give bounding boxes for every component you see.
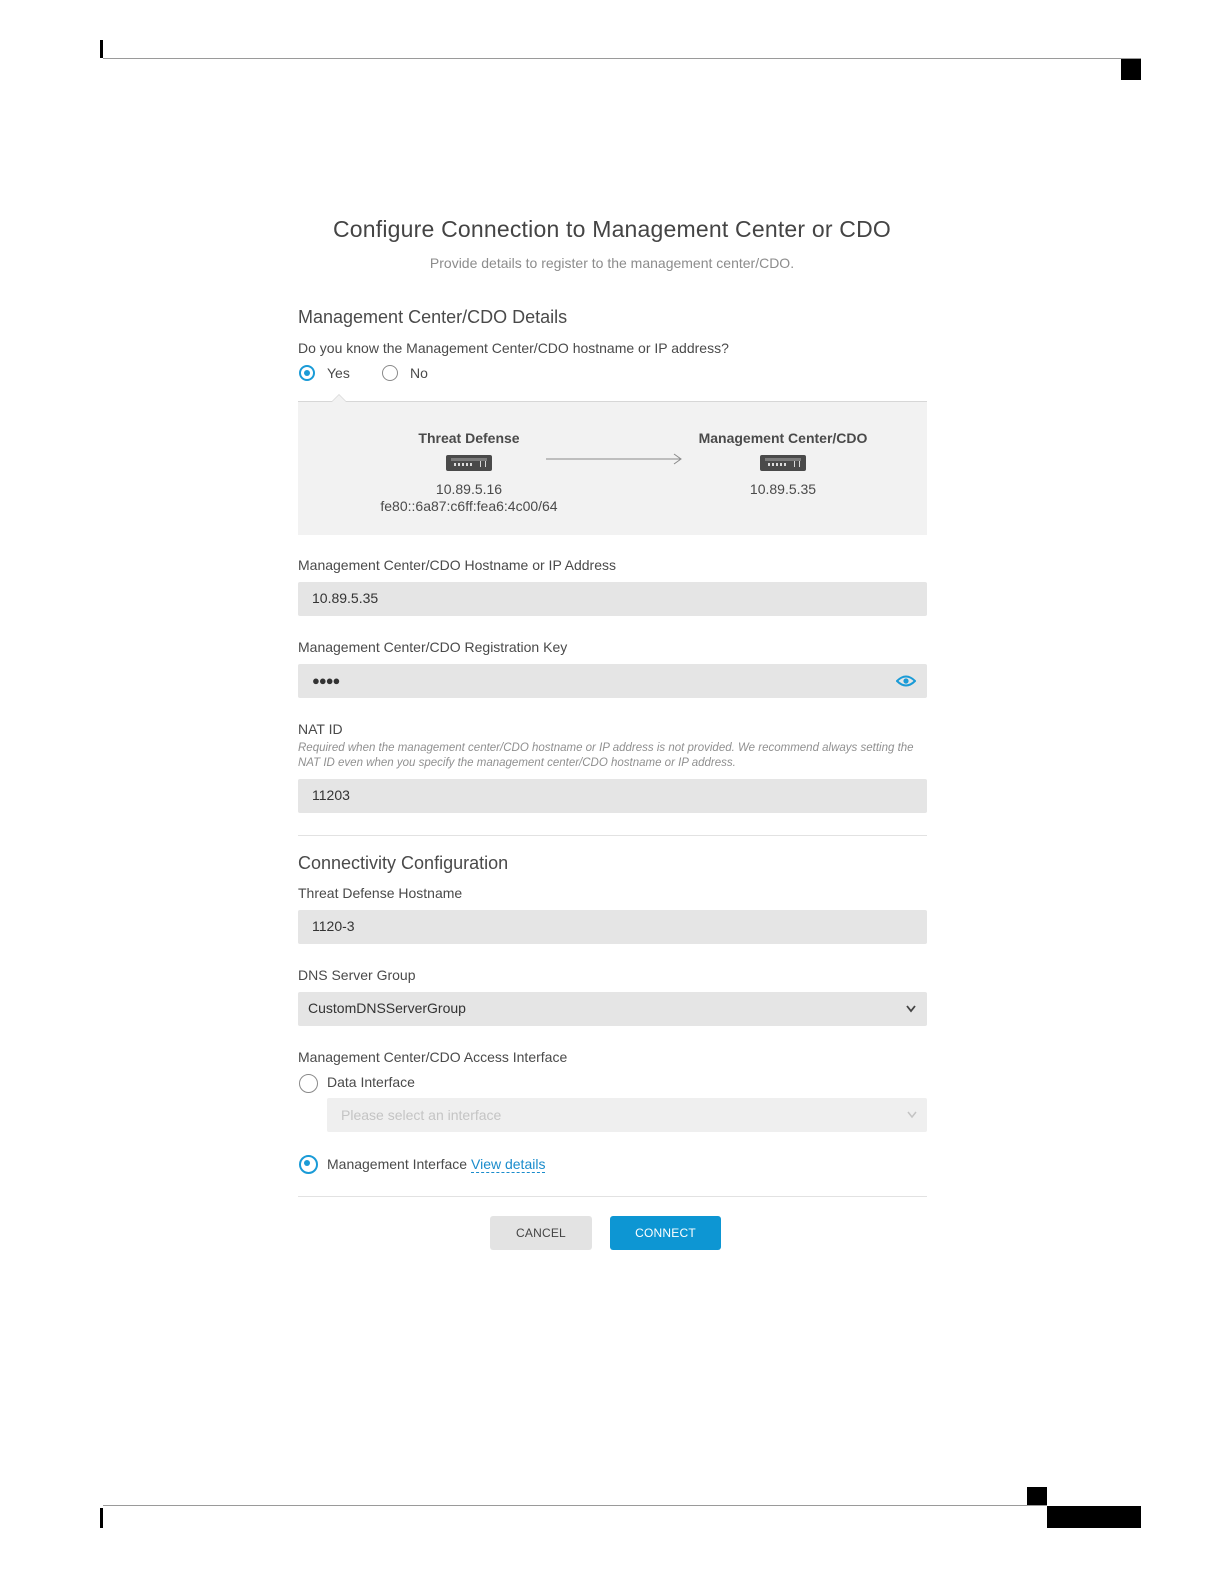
header-marker bbox=[1121, 59, 1141, 80]
connectivity-section-title: Connectivity Configuration bbox=[298, 853, 509, 873]
arrow-right-icon bbox=[544, 451, 684, 467]
registration-key-input[interactable] bbox=[298, 664, 927, 698]
network-device-icon bbox=[760, 455, 806, 471]
td-hostname-label: Threat Defense Hostname bbox=[298, 885, 463, 901]
dialog-title: Configure Connection to Management Center or CDO bbox=[332, 216, 892, 242]
dns-group-value: CustomDNSServerGroup bbox=[308, 1000, 466, 1016]
nat-id-label: NAT ID bbox=[298, 721, 343, 737]
footer-bar bbox=[1047, 1506, 1141, 1528]
eye-icon[interactable] bbox=[896, 674, 916, 688]
source-node-title: Threat Defense bbox=[418, 430, 520, 446]
radio-management-interface-indicator[interactable] bbox=[299, 1155, 318, 1174]
dialog-subtitle: Provide details to register to the management center/CDO. bbox=[429, 255, 795, 271]
chevron-down-icon bbox=[906, 1110, 918, 1120]
hostname-known-question: Do you know the Management Center/CDO hostname or IP address? bbox=[298, 340, 729, 356]
crop-mark-top-left bbox=[100, 40, 103, 58]
footer-divider bbox=[298, 1196, 927, 1197]
details-section-title: Management Center/CDO Details bbox=[298, 307, 568, 327]
footer-marker bbox=[1027, 1487, 1047, 1505]
td-hostname-value: 1120-3 bbox=[312, 918, 355, 934]
dns-group-label: DNS Server Group bbox=[298, 967, 416, 983]
radio-management-interface[interactable] bbox=[299, 1155, 559, 1175]
footer-rule bbox=[103, 1505, 1047, 1506]
view-details-link[interactable]: View details bbox=[471, 1156, 546, 1172]
radio-data-interface[interactable] bbox=[299, 1074, 439, 1094]
radio-management-interface-label: Management Interface bbox=[327, 1156, 468, 1172]
header-rule bbox=[103, 58, 1141, 59]
chevron-down-icon bbox=[905, 1004, 917, 1014]
radio-no-indicator[interactable] bbox=[382, 365, 398, 381]
host-field-label: Management Center/CDO Hostname or IP Address bbox=[298, 557, 617, 573]
nat-id-input[interactable] bbox=[298, 779, 927, 813]
radio-no[interactable] bbox=[382, 365, 442, 385]
radio-yes[interactable] bbox=[299, 365, 359, 385]
source-ipv6: fe80::6a87:c6ff:fea6:4c00/64 bbox=[380, 498, 558, 514]
source-ipv4: 10.89.5.16 bbox=[435, 481, 503, 497]
cancel-button[interactable]: CANCEL bbox=[490, 1216, 592, 1250]
registration-key-value: ●●●● bbox=[312, 673, 340, 688]
interface-select[interactable] bbox=[327, 1098, 927, 1132]
access-interface-label: Management Center/CDO Access Interface bbox=[298, 1049, 568, 1065]
target-ip: 10.89.5.35 bbox=[749, 481, 817, 497]
crop-mark-bottom-left bbox=[100, 1508, 103, 1528]
connect-button[interactable]: CONNECT bbox=[610, 1216, 721, 1250]
network-device-icon bbox=[446, 455, 492, 471]
radio-yes-label: Yes bbox=[327, 365, 350, 381]
key-field-label: Management Center/CDO Registration Key bbox=[298, 639, 568, 655]
nat-id-hint: Required when the management center/CDO hostname or IP address is not provided. We recommend always setting the NAT ID even when you specify the management center/CDO hostname or IP address. bbox=[298, 742, 914, 769]
host-input-value: 10.89.5.35 bbox=[312, 590, 379, 606]
interface-select-placeholder: Please select an interface bbox=[341, 1107, 502, 1123]
radio-data-interface-label: Data Interface bbox=[327, 1074, 415, 1090]
radio-yes-indicator[interactable] bbox=[299, 365, 315, 381]
dns-group-select[interactable] bbox=[298, 992, 927, 1026]
target-node-title: Management Center/CDO bbox=[698, 430, 868, 446]
host-input[interactable] bbox=[298, 582, 927, 616]
section-divider bbox=[298, 835, 927, 836]
radio-no-label: No bbox=[410, 365, 428, 381]
td-hostname-input[interactable] bbox=[298, 910, 927, 944]
diagram-pointer-fill bbox=[332, 395, 346, 402]
nat-id-value: 11203 bbox=[312, 787, 350, 803]
connection-diagram bbox=[298, 401, 927, 535]
radio-data-interface-indicator[interactable] bbox=[299, 1074, 318, 1093]
